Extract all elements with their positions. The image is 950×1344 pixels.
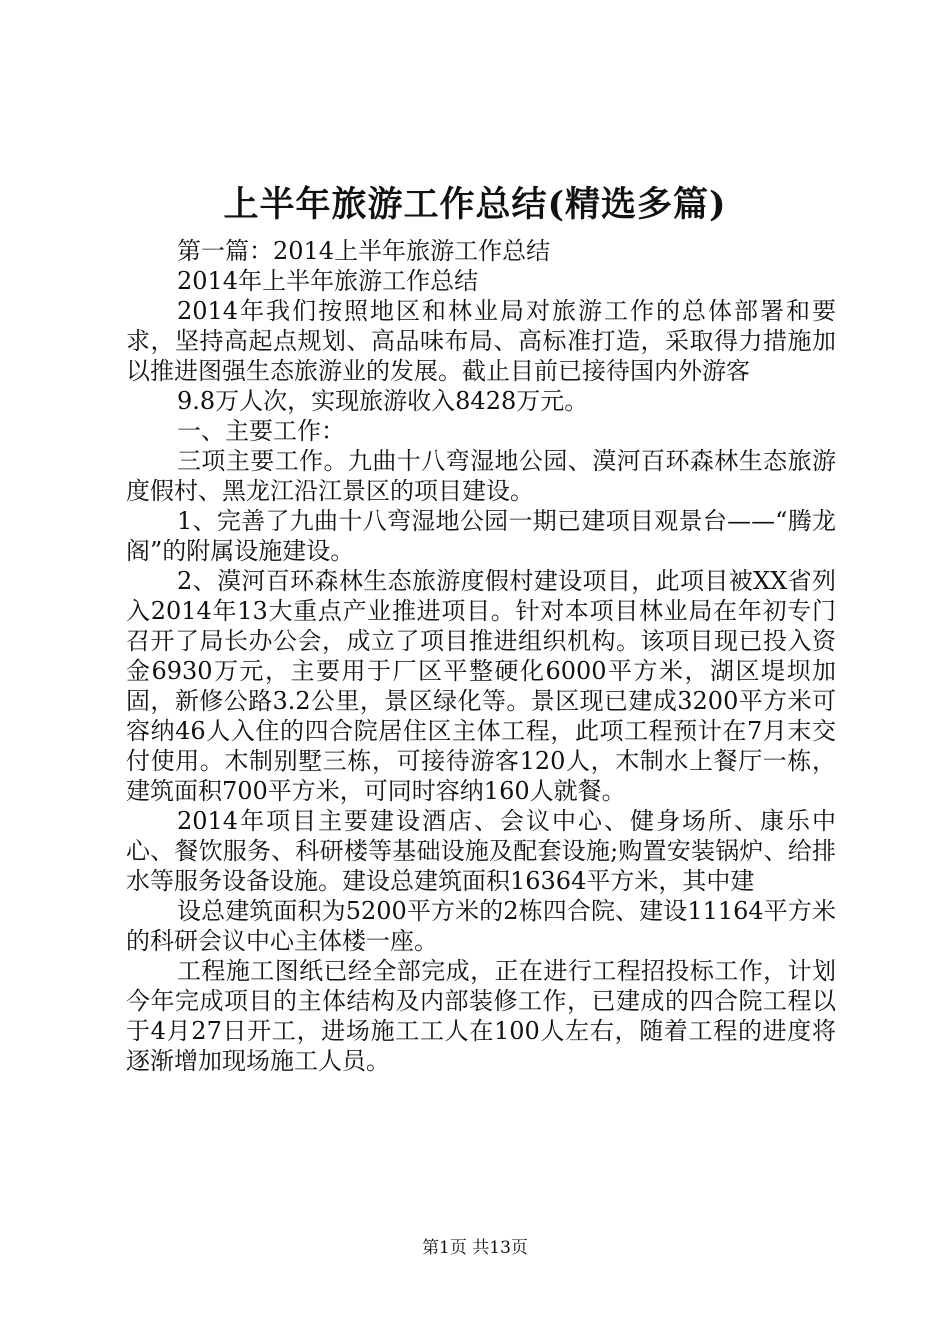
paragraph-construction-area: 设总建筑面积为5200平方米的2栋四合院、建设11164平方米的科研会议中心主体楼一座。 <box>126 897 836 955</box>
paragraph-item-2: 2、漠河百环森林生态旅游度假村建设项目，此项目被XX省列入2014年13大重点产业推进项目。针对本项目林业局在年初专门召开了局长办公会，成立了项目推进组织机构。该项目现已投入资金6930万元，主要用于厂区平整硬化6000平方米，湖区堤坝加固，新修公路3.2公里，景区绿化等。景区现已建成3200平方米可容纳46人入住的四合院居住区主体工程，此项工程预计在7月末交付使用。木制别墅三栋，可接待游客120人，木制水上餐厅一栋，建筑面积700平方米，可同时容纳160人就餐。 <box>126 567 836 805</box>
paragraph-intro: 2014年我们按照地区和林业局对旅游工作的总体部署和要求，坚持高起点规划、高品味布局、高标准打造，采取得力措施加以推进图强生态旅游业的发展。截止目前已接待国内外游客 <box>126 297 836 385</box>
paragraph-item-1: 1、完善了九曲十八弯湿地公园一期已建项目观景台——“腾龙阁”的附属设施建设。 <box>126 507 836 565</box>
paragraph-subtitle: 2014年上半年旅游工作总结 <box>177 267 479 295</box>
paragraph-three-projects: 三项主要工作。九曲十八弯湿地公园、漠河百环森林生态旅游度假村、黑龙江沿江景区的项目建设。 <box>126 447 836 505</box>
page-number-footer: 第1页 共13页 <box>422 1238 528 1258</box>
paragraph-main-work-heading: 一、主要工作： <box>177 417 345 445</box>
document-title: 上半年旅游工作总结(精选多篇) <box>223 184 727 225</box>
document-body <box>126 236 836 1076</box>
paragraph-progress: 工程施工图纸已经全部完成，正在进行工程招投标工作，计划今年完成项目的主体结构及内部装修工作，已建成的四合院工程以于4月27日开工，进场施工工人在100人左右，随着工程的进度将逐渐增加现场施工人员。 <box>126 957 836 1075</box>
paragraph-visitor-stats: 9.8万人次，实现旅游收入8428万元。 <box>177 387 589 415</box>
paragraph-section-heading: 第一篇：2014上半年旅游工作总结 <box>177 237 551 265</box>
paragraph-construction-2014: 2014年项目主要建设酒店、会议中心、健身场所、康乐中心、餐饮服务、科研楼等基础设施及配套设施;购置安装锅炉、给排水等服务设备设施。建设总建筑面积16364平方米，其中建 <box>126 807 836 895</box>
